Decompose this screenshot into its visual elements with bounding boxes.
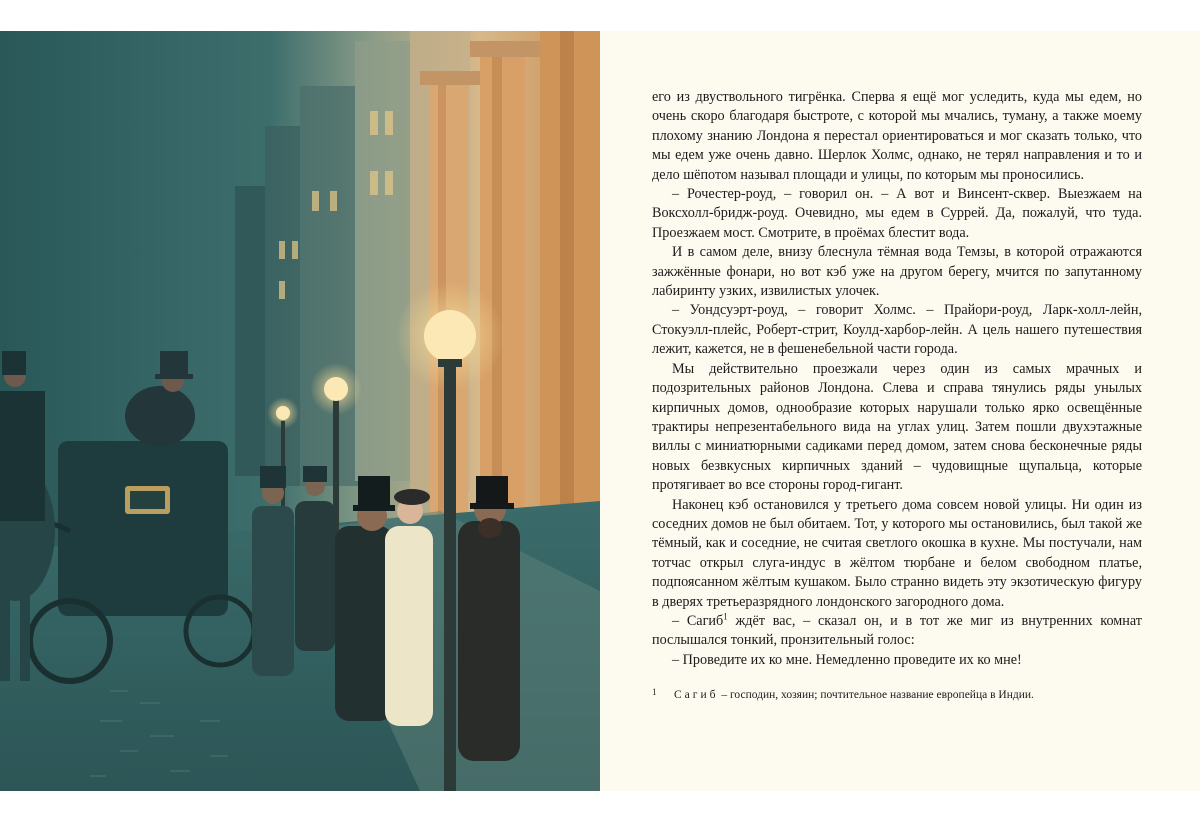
dialogue-text: – Сагиб [672,612,724,629]
book-spread [0,31,1200,791]
paragraph: – Рочестер-роуд, – говорил он. – А вот и Винсент-сквер. Выезжаем на Воксхолл-бридж-роуд. Очевидно, мы едем в Суррей. Да, пожалуй, что туда. Проезжаем мост. Смотрите, в проёмах блестит вода. [652,186,1142,241]
footnote-marker: 1 [652,687,657,697]
dialogue-text: ждёт вас, – сказал он, и в тот же миг из внутренних комнат послышался тонкий, пронзительный голос: [652,612,1142,649]
text-page [600,31,1200,791]
illustration-panel [0,31,600,791]
footnote-term: Сагиб [674,689,719,701]
footnote-body [674,688,1034,703]
footnote [652,688,1142,703]
dialogue-paragraph: – Проведите их ко мне. Немедленно проведите их ко мне! [672,651,1022,668]
footnote-definition: – господин, хозяин; почтительное название европейца в Индии. [718,689,1034,701]
paragraph: Мы действительно проезжали через один из самых мрачных и подозрительных районов Лондона. Слева и справа тянулись ряды унылых кирпичных домов, однообразие которых нарушали только ярко освещённые трактиры непрезентабельного вида на углах улиц. Затем пошли двухэтажные виллы с миниатюрными садиками перед домом, затем снова бесконечные ряды новых безвкусных кирпичных зданий – чудовищные щупальца, которые протягивает во все стороны город-гигант. [652,360,1142,494]
paragraph: его из двуствольного тигрёнка. Сперва я ещё мог уследить, куда мы едем, но очень скоро благодаря быстроте, с которой мы мчались, туману, а также моему плохому знанию Лондона я перестал ориентироваться и мог сказать только, что мы едем уже очень давно. Шерлок Холмс, однако, не терял направления и то и дело шёпотом называл площади и улицы, по которым мы проносились. [652,89,1142,183]
footnote-reference[interactable]: 1 [723,611,728,622]
dialogue-paragraph [652,612,1142,651]
street-scene-illustration [0,31,600,791]
paragraph: И в самом деле, внизу блеснула тёмная вода Темзы, в которой отражаются зажжённые фонари, но вот кэб уже на другом берегу, мчится по запутанному лабиринту узких, извилистых улочек. [652,244,1142,300]
story-text [652,88,1142,670]
paragraph: Наконец кэб остановился у третьего дома совсем новой улицы. Ни один из соседних домов не был обитаем. Тот, у которого мы остановились, был такой же тёмный, как и соседние, не считая светлого окошка в кухне. Мы постучали, нам тотчас открыл слуга-индус в жёлтом тюрбане и белом свободном платье, подпоясанном жёлтым кушаком. Было странно видеть эту экзотическую фигуру в дверях третьеразрядного лондонского загородного дома. [652,496,1142,610]
paragraph: – Уондсуэрт-роуд, – говорит Холмс. – Прайори-роуд, Ларк-холл-лейн, Стокуэлл-плейс, Роберт-стрит, Коулд-харбор-лейн. А цель нашего путешествия лежит, кажется, не в фешенебельной части города. [652,302,1142,358]
